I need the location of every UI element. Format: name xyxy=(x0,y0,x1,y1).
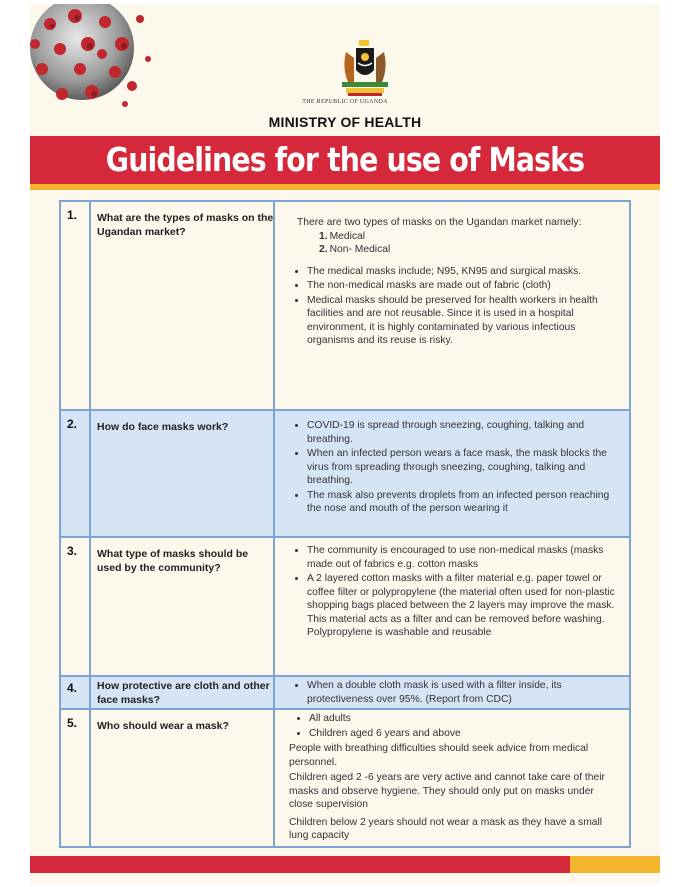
footer-stripe-red xyxy=(30,856,570,873)
list-item: 2. Non- Medical xyxy=(319,244,391,255)
row-question: How do face masks work? xyxy=(97,421,229,433)
row-question: How protective are cloth and other face masks? xyxy=(97,680,270,706)
list-item: • The community is encouraged to use non-medical masks (masks made out of fabrics e.g. cotton masks xyxy=(307,544,617,571)
list-item: • When an infected person wears a face mask, the mask blocks the virus from spreading through sneezing, coughing, talking and breathing. xyxy=(307,447,617,488)
row-number: 3. xyxy=(67,544,78,558)
row-question: What are the types of masks on the Ugandan market? xyxy=(97,212,274,238)
column-divider xyxy=(89,202,91,846)
row-question: Who should wear a mask? xyxy=(97,720,229,732)
page-title: Guidelines for the use of Masks xyxy=(105,140,585,179)
row-answer xyxy=(287,216,617,349)
answer-paragraph: People with breathing difficulties should seek advice from medical personnel. xyxy=(289,743,589,768)
list-item: • The medical masks include; N95, KN95 and surgical masks. xyxy=(307,265,617,279)
table-row xyxy=(61,536,629,675)
column-divider xyxy=(273,202,275,846)
table-row xyxy=(61,202,629,409)
row-number: 2. xyxy=(67,417,78,431)
title-banner xyxy=(30,136,660,184)
list-item: • Medical masks should be preserved for health workers in health facilities and are not reusable. Since it is used in a hospital environment, it is highly contaminated by various infectious organisms and its reuse is risky. xyxy=(307,294,617,348)
list-item: • A 2 layered cotton masks with a filter material e.g. paper towel or coffee filter or polypropylene (the material often used for non-plastic shopping bags placed between the 2 layers may improve the mask. This material acts as a filter and can be removed before washing. Polypropylene is washable and reusable xyxy=(307,572,617,640)
row-answer xyxy=(289,712,619,843)
republic-label: THE REPUBLIC OF UGANDA xyxy=(302,99,388,105)
row-question: What type of masks should be used by the community? xyxy=(97,548,249,574)
banner-stripe xyxy=(30,184,660,190)
table-row xyxy=(61,675,629,708)
bullet-list xyxy=(287,679,617,706)
table-row xyxy=(61,409,629,536)
mask-types-list xyxy=(287,230,617,257)
footer-stripe-gold xyxy=(570,856,660,873)
guidelines-table xyxy=(59,200,631,848)
row-answer xyxy=(287,544,617,641)
bullet-list xyxy=(289,712,619,740)
row-answer xyxy=(287,419,617,517)
list-item: • Children aged 6 years and above xyxy=(309,727,619,741)
ministry-label: MINISTRY OF HEALTH xyxy=(268,114,422,130)
list-item: • The mask also prevents droplets from an infected person reaching the nose and mouth of the person wearing it xyxy=(307,489,617,516)
list-item: • COVID-19 is spread through sneezing, coughing, talking and breathing. xyxy=(307,419,617,446)
row-number: 4. xyxy=(67,681,78,695)
uganda-coat-of-arms-icon xyxy=(334,38,396,98)
row-answer xyxy=(287,679,617,707)
answer-paragraph: Children below 2 years should not wear a mask as they have a small lung capacity xyxy=(289,816,603,841)
list-item: 1. Medical xyxy=(319,230,366,242)
row-number: 1. xyxy=(67,208,78,222)
answer-paragraph: Children aged 2 -6 years are very active and cannot take care of their masks and observe hygiene. They should only put on masks under close supervision xyxy=(289,772,605,810)
row-number: 5. xyxy=(67,716,78,730)
table-row xyxy=(61,708,629,846)
list-item: • When a double cloth mask is used with a filter inside, its protectiveness over 95%. (Report from CDC) xyxy=(307,679,617,706)
bullet-list xyxy=(287,265,617,348)
list-item: • The non-medical masks are made out of fabric (cloth) xyxy=(307,279,617,293)
list-item: • All adults xyxy=(309,712,619,726)
answer-intro: There are two types of masks on the Ugandan market namely: xyxy=(297,217,582,228)
coronavirus-icon xyxy=(30,4,160,124)
bullet-list xyxy=(287,419,617,516)
bullet-list xyxy=(287,544,617,640)
